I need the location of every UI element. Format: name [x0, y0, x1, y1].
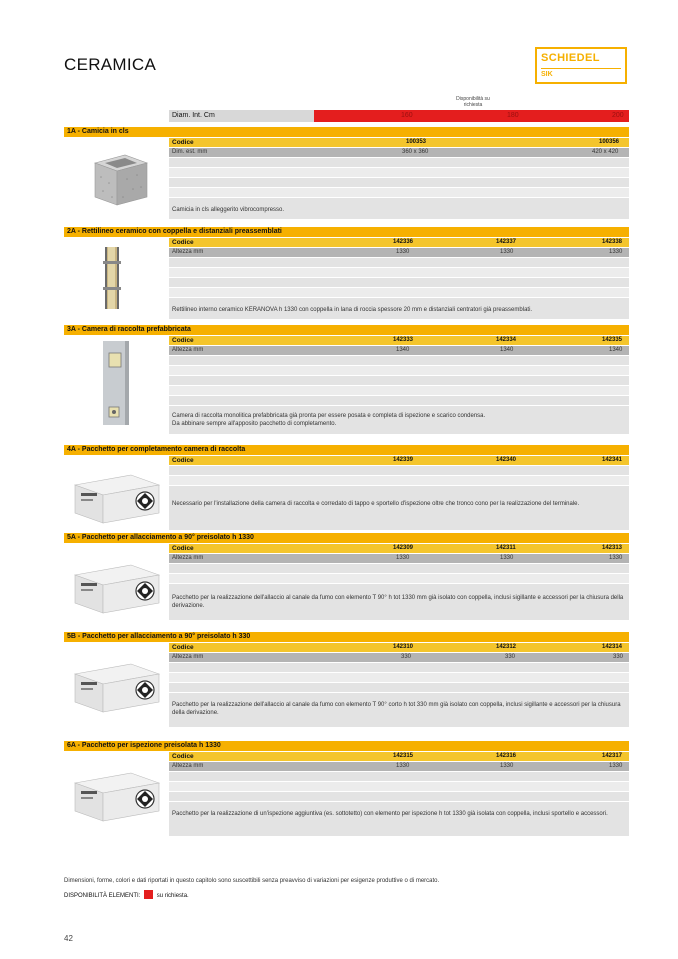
dimension-row	[169, 248, 629, 257]
dimension-cell: 1330	[500, 555, 514, 561]
dimension-row	[169, 554, 629, 563]
legend-text: su richiesta.	[156, 893, 189, 899]
dimension-label: Altezza mm	[172, 654, 204, 660]
section-3a	[64, 325, 629, 435]
description: Camicia in cls alleggerito vibrocompresso.	[169, 198, 629, 219]
code-cell: 142311	[496, 545, 516, 551]
empty-row	[169, 178, 629, 187]
code-label: Codice	[172, 239, 194, 246]
empty-row	[169, 386, 629, 395]
code-label: Codice	[172, 545, 194, 552]
diameter-header-row	[169, 110, 629, 122]
inspection-package-image	[67, 753, 167, 823]
code-cell: 142317	[602, 753, 623, 759]
empty-row	[169, 673, 629, 682]
empty-row	[169, 792, 629, 801]
code-cell: 142316	[496, 753, 517, 759]
empty-row	[169, 376, 629, 385]
empty-row	[169, 772, 629, 781]
empty-row	[169, 168, 629, 177]
logo-brand: SCHIEDEL	[541, 52, 600, 64]
collection-chamber-image	[67, 337, 167, 425]
code-row	[169, 544, 629, 553]
empty-row	[169, 366, 629, 375]
code-cell: 142339	[393, 457, 414, 463]
section-title: 1A - Camicia in cls	[64, 127, 629, 137]
code-cell: 142309	[393, 545, 414, 551]
code-label: Codice	[172, 457, 194, 464]
empty-row	[169, 574, 629, 583]
dimension-row	[169, 762, 629, 771]
dimension-cell: 1330	[396, 763, 410, 769]
section-title: 3A - Camera di raccolta prefabbricata	[64, 325, 629, 335]
dimension-cell: 1340	[609, 347, 623, 353]
code-row	[169, 752, 629, 761]
description: Pacchetto per la realizzazione dell'allaccio al canale da fumo con elemento T 90° corto h tot 330 mm già isolato con coppella, inclusi sigillante e accessori per la chiusura della derivazione.	[169, 693, 629, 727]
section-title: 5B - Pacchetto per allacciamento a 90° preisolato h 330	[64, 632, 629, 642]
section-grid	[169, 752, 629, 836]
dimension-cell: 330	[505, 654, 516, 660]
section-grid	[169, 238, 629, 319]
footer-disclaimer: Dimensioni, forme, colori e dati riportati in questo capitolo sono suscettibili senza preavviso di variazioni per esigenze produttive o di mercato.	[64, 878, 440, 884]
code-cell: 100353	[406, 139, 427, 145]
description: Necessario per l'installazione della camera di raccolta e corredato di tappo e sportello d'ispezione oltre che tronco cono per la realizzazione del terminale.	[169, 486, 629, 530]
logo-divider	[541, 68, 621, 69]
completion-package-image	[67, 457, 167, 527]
empty-row	[169, 288, 629, 297]
code-cell: 142315	[393, 753, 414, 759]
empty-row	[169, 188, 629, 197]
page-title: CERAMICA	[64, 55, 157, 74]
description-line: Da abbinare sempre all'apposito pacchetto di completamento.	[172, 421, 337, 427]
dimension-cell: 1330	[500, 763, 514, 769]
empty-row	[169, 476, 629, 485]
section-grid	[169, 643, 629, 727]
dimension-cell: 1330	[500, 249, 514, 255]
availability-note: Disponibilità su richiesta	[456, 96, 490, 108]
dimension-label: Altezza mm	[172, 763, 204, 769]
code-label: Codice	[172, 139, 194, 146]
dimension-label: Dim. est. mm	[172, 149, 208, 155]
red-square-icon	[144, 890, 153, 899]
code-cell: 142313	[602, 545, 623, 551]
availability-legend	[64, 890, 189, 899]
section-5b	[64, 632, 629, 728]
dimension-cell: 1340	[500, 347, 514, 353]
empty-row	[169, 564, 629, 573]
code-cell: 142310	[393, 644, 414, 650]
dimension-row	[169, 148, 629, 157]
section-1a	[64, 127, 629, 219]
connection-package-330-image	[67, 644, 167, 714]
dimension-cell: 330	[401, 654, 412, 660]
dimension-cell: 1330	[609, 249, 623, 255]
section-5a	[64, 533, 629, 623]
dimension-row	[169, 653, 629, 662]
section-grid	[169, 456, 629, 530]
code-cell: 142333	[393, 337, 414, 343]
code-row	[169, 643, 629, 652]
dimension-cell: 420 x 420	[592, 149, 619, 155]
diameter-value-200: 200	[612, 112, 624, 119]
section-6a	[64, 741, 629, 831]
code-cell: 100356	[599, 139, 620, 145]
description	[169, 406, 629, 434]
code-cell: 142335	[602, 337, 623, 343]
code-row	[169, 138, 629, 147]
dimension-row	[169, 346, 629, 355]
connection-package-1330-image	[67, 545, 167, 615]
diameter-label: Diam. Int. Cm	[169, 110, 314, 122]
empty-row	[169, 466, 629, 475]
empty-row	[169, 158, 629, 167]
section-grid	[169, 336, 629, 434]
schiedel-logo	[535, 47, 627, 84]
dimension-cell: 330	[613, 654, 624, 660]
empty-row	[169, 278, 629, 287]
code-cell: 142340	[496, 457, 517, 463]
dimension-cell: 1330	[396, 555, 410, 561]
description: Pacchetto per la realizzazione dell'allaccio al canale da fumo con elemento T 90° h tot 1330 mm già isolato con coppella, inclusi sigillante e accessori per la chiusura della derivazione.	[169, 584, 629, 620]
code-cell: 142341	[602, 457, 623, 463]
legend-label: DISPONIBILITÀ ELEMENTI:	[64, 893, 141, 899]
description: Pacchetto per la realizzazione di un'ispezione aggiuntiva (es. sottotetto) con elemento per ispezione h tot 1330 già isolata con coppella, inclusi sportello e accessori.	[169, 802, 629, 836]
diameter-availability-bar	[314, 110, 629, 122]
section-title: 5A - Pacchetto per allacciamento a 90° preisolato h 1330	[64, 533, 629, 543]
code-label: Codice	[172, 753, 194, 760]
dimension-cell: 360 x 360	[402, 149, 429, 155]
empty-row	[169, 683, 629, 692]
dimension-label: Altezza mm	[172, 555, 204, 561]
section-grid	[169, 138, 629, 219]
empty-row	[169, 663, 629, 672]
dimension-cell: 1330	[396, 249, 410, 255]
code-cell: 142314	[602, 644, 623, 650]
logo-sub: SIK	[541, 71, 553, 78]
dimension-label: Altezza mm	[172, 347, 204, 353]
code-row	[169, 238, 629, 247]
code-cell: 142312	[496, 644, 517, 650]
section-title: 2A - Rettilineo ceramico con coppella e distanziali preassemblati	[64, 227, 629, 237]
diameter-value-160: 160	[401, 112, 413, 119]
code-cell: 142337	[496, 239, 517, 245]
concrete-casing-image	[67, 139, 167, 209]
code-row	[169, 336, 629, 345]
description: Rettilineo interno ceramico KERANOVA h 1330 con coppella in lana di roccia spessore 20 mm e distanziali centratori già preassemblati.	[169, 298, 629, 319]
ceramic-flue-image	[67, 239, 167, 309]
empty-row	[169, 782, 629, 791]
code-cell: 142334	[496, 337, 517, 343]
empty-row	[169, 258, 629, 267]
section-title: 6A - Pacchetto per ispezione preisolata h 1330	[64, 741, 629, 751]
section-grid	[169, 544, 629, 620]
empty-row	[169, 356, 629, 365]
dimension-cell: 1340	[396, 347, 410, 353]
code-cell: 142338	[602, 239, 623, 245]
dimension-cell: 1330	[609, 763, 623, 769]
page-number: 42	[64, 934, 73, 943]
dimension-label: Altezza mm	[172, 249, 204, 255]
code-row	[169, 456, 629, 465]
section-4a	[64, 445, 629, 527]
description-line: Camera di raccolta monolitica prefabbricata già pronta per essere posata e completa di ispezione e scarico condensa.	[172, 413, 486, 419]
empty-row	[169, 268, 629, 277]
empty-row	[169, 396, 629, 405]
dimension-cell: 1330	[609, 555, 623, 561]
diameter-value-180: 180	[507, 112, 519, 119]
code-label: Codice	[172, 337, 194, 344]
code-label: Codice	[172, 644, 194, 651]
section-2a	[64, 227, 629, 319]
code-cell: 142336	[393, 239, 414, 245]
section-title: 4A - Pacchetto per completamento camera di raccolta	[64, 445, 629, 455]
